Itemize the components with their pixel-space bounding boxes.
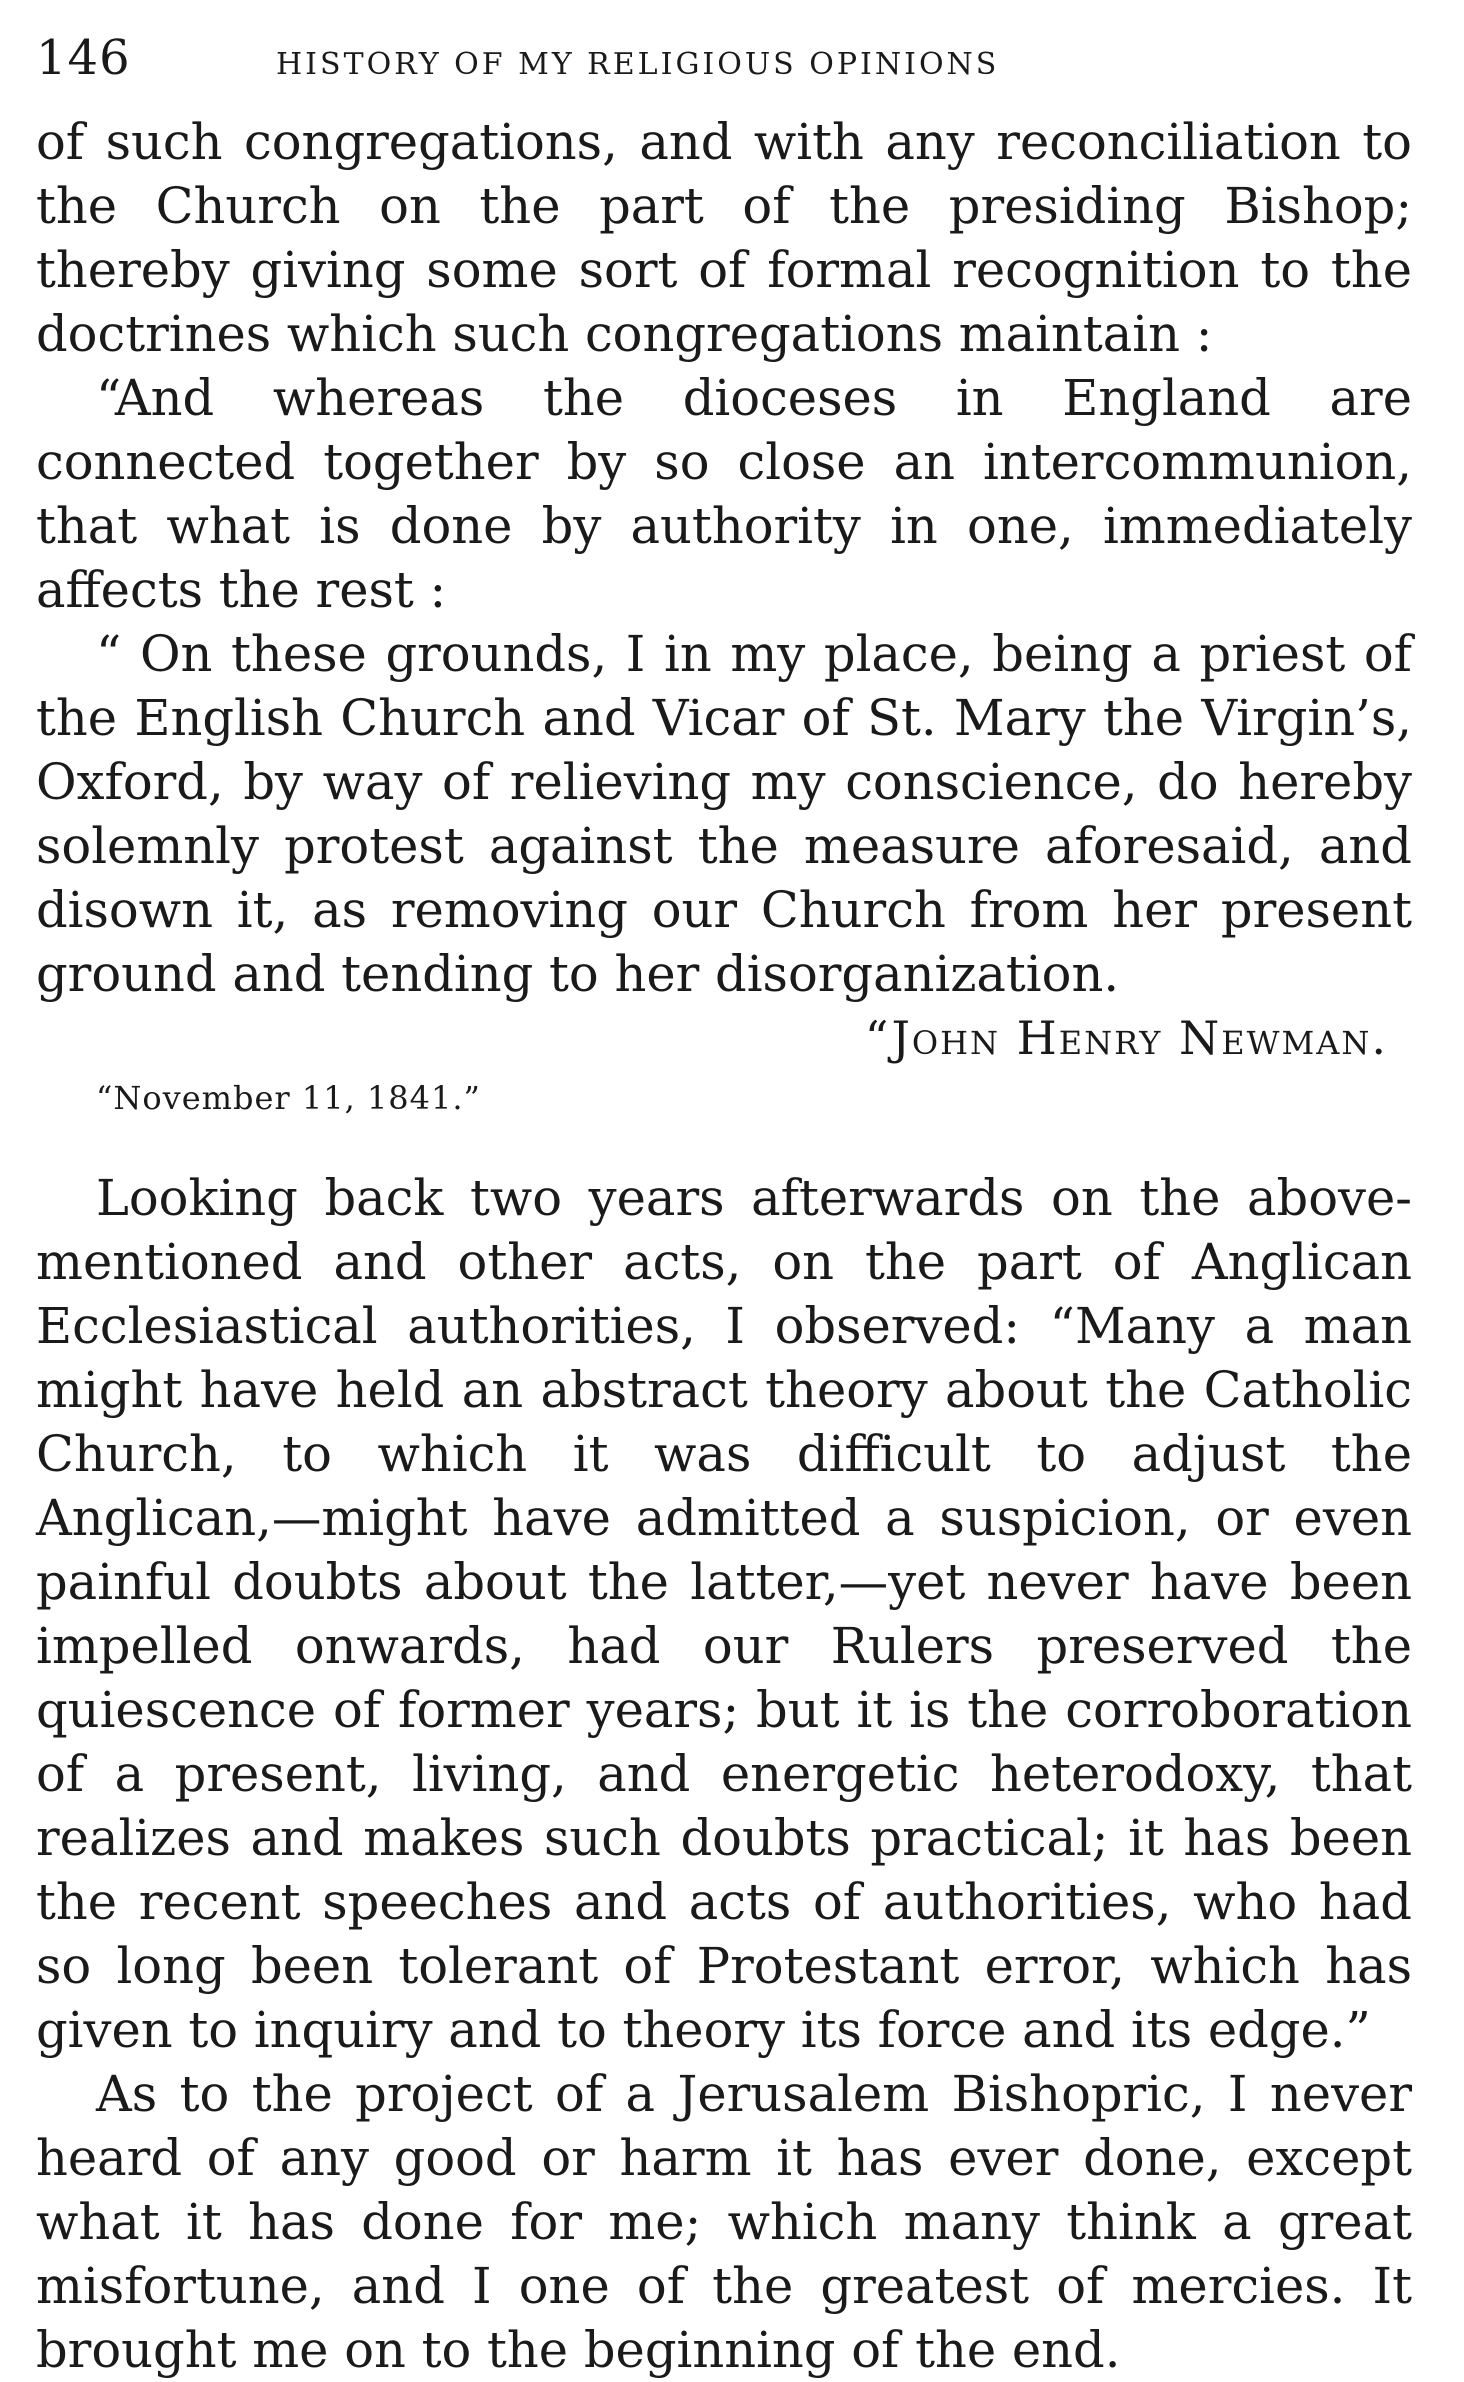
running-head bbox=[36, 30, 1412, 96]
paragraph-dioceses: “And whereas the dioceses in England are connected together by so close an intercommunion, that what is done by authority in one, immediately affects the rest : bbox=[36, 369, 1412, 619]
body-text-continued bbox=[36, 1166, 1412, 2382]
paragraph-jerusalem: As to the project of a Jerusalem Bishopric, I never heard of any good or harm it has ever done, except what it has done for me; which many think a great misfortune, and I one of the greatest of mercies. It brought me on to the beginning of the end. bbox=[36, 2065, 1412, 2379]
paragraph-continuation: of such congregations, and with any reconciliation to the Church on the part of the presiding Bishop; thereby giving some sort of formal recognition to the doctrines which such congregations maintain : bbox=[36, 113, 1412, 363]
date-line: “November 11, 1841.” bbox=[96, 1079, 481, 1117]
running-title: HISTORY OF MY RELIGIOUS OPINIONS bbox=[276, 47, 1000, 82]
book-page bbox=[36, 30, 1412, 2382]
body-text bbox=[36, 110, 1412, 1006]
signature: “John Henry Newman. bbox=[864, 1011, 1388, 1065]
page-number: 146 bbox=[36, 30, 131, 86]
paragraph-protest: “ On these grounds, I in my place, being a priest of the English Church and Vicar of St. Mary the Virgin’s, Oxford, by way of relieving my conscience, do hereby solemnly protest against the measure aforesaid, and disown it, as removing our Church from her present ground and tending to her disorganization. bbox=[36, 625, 1412, 1003]
paragraph-looking-back: Looking back two years afterwards on the above-mentioned and other acts, on the part of Anglican Ecclesiastical authorities, I observed: “Many a man might have held an abstract theory about the Catholic Church, to which it was difficult to adjust the Anglican,—might have admitted a suspicion, or even painful doubts about the latter,—yet never have been impelled onwards, had our Rulers preserved the quiescence of former years; but it is the corroboration of a present, living, and energetic heterodoxy, that realizes and makes such doubts practical; it has been the recent speeches and acts of authorities, who had so long been tolerant of Protestant error, which has given to inquiry and to theory its force and its edge.” bbox=[36, 1169, 1412, 2059]
